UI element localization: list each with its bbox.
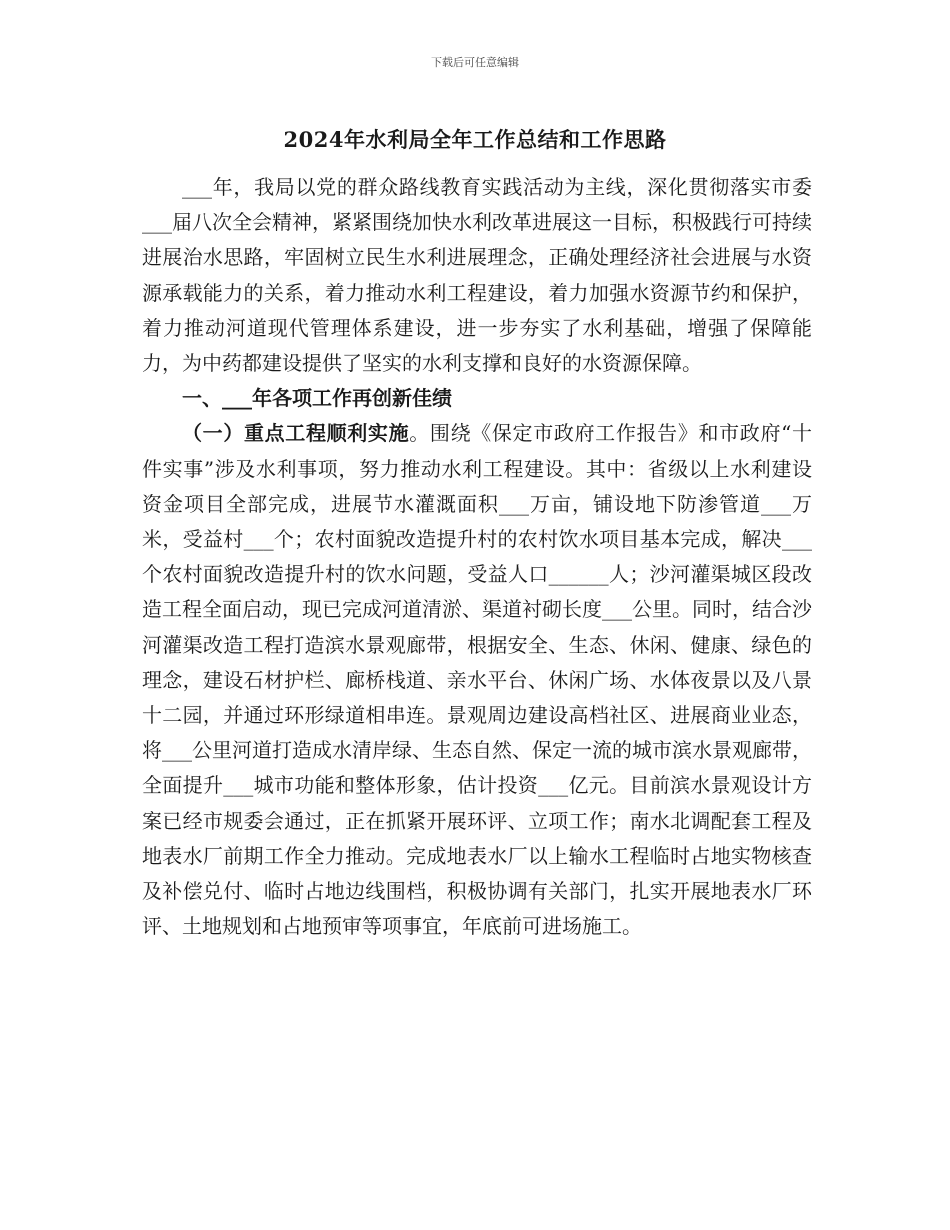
section-heading: 一、___年各项工作再创新佳绩 bbox=[182, 386, 452, 411]
subsection-paragraph bbox=[142, 416, 812, 944]
document-title: 2024年水利局全年工作总结和工作思路 bbox=[283, 127, 667, 152]
intro-paragraph: ___年，我局以党的群众路线教育实践活动为主线，深化贯彻落实市委___届八次全会精神，紧紧围绕加快水利改革进展这一目标，积极践行可持续进展治水思路，牢固树立民生水利进展理念，正确处理经济社会进展与水资源承载能力的关系，着力推动水利工程建设，着力加强水资源节约和保护，着力推动河道现代管理体系建设，进一步夯实了水利基础，增强了保障能力，为中药都建设提供了坚实的水利支撑和良好的水资源保障。 bbox=[142, 175, 812, 376]
subsection-text: 。围绕《保定市政府工作报告》和市政府“十件实事”涉及水利事项，努力推动水利工程建设。其中：省级以上水利建设资金项目全部完成，进展节水灌溉面积___万亩，铺设地下防渗管道___万米，受益村___个；农村面貌改造提升村的农村饮水项目基本完成，解决___个农村面貌改造提升村的饮水问题，受益人口______人；沙河灌渠城区段改造工程全面启动，现已完成河道清淤、渠道衬砌长度___公里。同时，结合沙河灌渠改造工程打造滨水景观廊带，根据安全、生态、休闲、健康、绿色的理念，建设石材护栏、廊桥栈道、亲水平台、休闲广场、水体夜景以及八景十二园，并通过环形绿道相串连。景观周边建设高档社区、进展商业业态，将___公里河道打造成水清岸绿、生态自然、保定一流的城市滨水景观廊带，全面提升___城市功能和整体形象，估计投资___亿元。目前滨水景观设计方案已经市规委会通过，正在抓紧开展环评、立项工作；南水北调配套工程及地表水厂前期工作全力推动。完成地表水厂以上输水工程临时占地实物核查及补偿兑付、临时占地边线围档，积极协调有关部门，扎实开展地表水厂环评、土地规划和占地预审等项事宜，年底前可进场施工。 bbox=[142, 421, 812, 939]
subsection-lead: （一）重点工程顺利实施 bbox=[182, 421, 410, 446]
page-header-note: 下载后可任意编辑 bbox=[431, 56, 519, 69]
document-body bbox=[142, 170, 812, 944]
